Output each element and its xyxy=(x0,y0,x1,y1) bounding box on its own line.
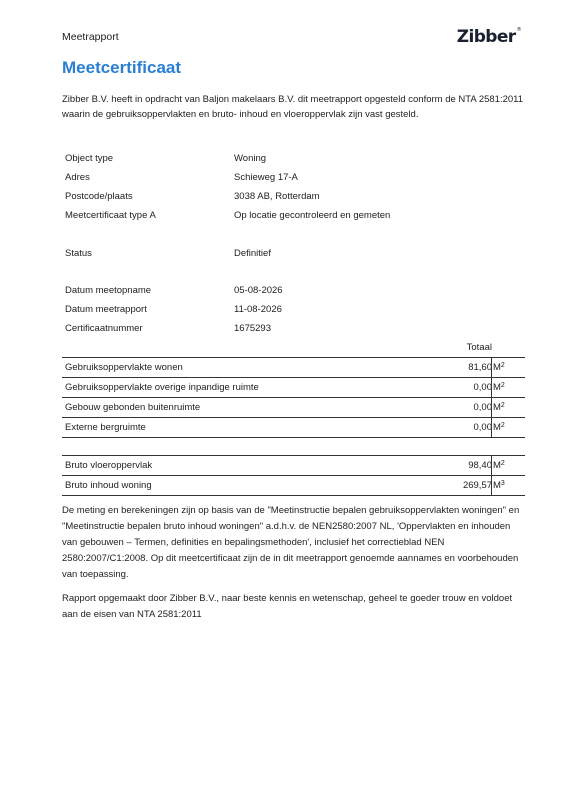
row-label: Bruto vloeroppervlak xyxy=(65,460,153,471)
row-value: 0,00 xyxy=(473,382,492,393)
row-value: 98,40 xyxy=(468,460,492,471)
table-row xyxy=(62,417,525,438)
detail-value: 05-08-2026 xyxy=(234,285,283,296)
detail-key: Meetcertificaat type A xyxy=(65,210,156,221)
column-divider xyxy=(491,358,492,377)
detail-value: Woning xyxy=(234,153,267,164)
total-column-header: Totaal xyxy=(466,342,492,353)
row-label: Bruto inhoud woning xyxy=(65,480,152,491)
row-unit: $M^2$ xyxy=(493,460,505,471)
column-divider xyxy=(491,418,492,437)
table-row xyxy=(62,397,525,417)
detail-value: Op locatie gecontroleerd en gemeten xyxy=(234,210,391,221)
row-label: Externe bergruimte xyxy=(65,422,146,433)
detail-value: 3038 AB, Rotterdam xyxy=(234,191,320,202)
column-divider xyxy=(491,398,492,417)
logo-text: Zibber xyxy=(456,27,516,47)
detail-key: Postcode/plaats xyxy=(65,191,133,202)
detail-key: Certificaatnummer xyxy=(65,323,143,334)
intro-text: Zibber B.V. heeft in opdracht van Baljon makelaars B.V. dit meetrapport opgesteld conform de NTA 2581:2011 waarin de gebruiksoppervlakten en bruto- inhoud en vloeroppervlak zijn vast gesteld. xyxy=(62,94,524,120)
detail-value: Schieweg 17-A xyxy=(234,172,298,183)
row-value: 0,00 xyxy=(473,422,492,433)
row-value: 81,60 xyxy=(468,362,492,373)
detail-key: Datum meetopname xyxy=(65,285,152,296)
detail-key: Adres xyxy=(65,172,90,183)
row-unit: $M^2$ xyxy=(493,402,505,413)
row-label: Gebruiksoppervlakte overige inpandige ruimte xyxy=(65,382,259,393)
detail-key: Object type xyxy=(65,153,114,164)
header-label: Meetrapport xyxy=(62,31,119,43)
detail-value: Definitief xyxy=(234,248,271,259)
detail-key: Status xyxy=(65,248,92,259)
closing-paragraph: Rapport opgemaakt door Zibber B.V., naar beste kennis en wetenschap, geheel te goeder trouw en voldoet aan de eisen van NTA 2581:2011 xyxy=(62,593,513,620)
row-unit: $M^3$ xyxy=(493,480,505,491)
page-title: Meetcertificaat xyxy=(62,58,182,77)
zibber-logo xyxy=(457,27,521,47)
row-unit: $M^2$ xyxy=(493,362,505,373)
logo-registered-mark: ® xyxy=(516,27,521,33)
row-value: 269,57 xyxy=(462,480,492,491)
detail-value: 11-08-2026 xyxy=(234,304,282,315)
row-label: Gebruiksoppervlakte wonen xyxy=(65,362,183,373)
row-unit: $M^2$ xyxy=(493,422,505,433)
table-row xyxy=(62,475,525,496)
table-row xyxy=(62,377,525,397)
column-divider xyxy=(491,378,492,397)
column-divider xyxy=(491,456,492,475)
table-row xyxy=(62,357,525,377)
table-row xyxy=(62,455,525,475)
methodology-paragraph: De meting en berekeningen zijn op basis van de "Meetinstructie bepalen gebruiksoppervlakten woningen" en "Meetinstructie bepalen bruto inhoud woningen" a.d.h.v. de NEN2580:2007 NL, 'Oppervlakten en inhouden van gebouwen – Termen, definities en bepalingsmethoden', inclusief het correctieblad NEN 2580:2007/C1:2008. Op dit meetcertificaat zijn de in dit meetrapport genoemde aannames en voorbehouden van toepassing. xyxy=(62,505,520,580)
detail-key: Datum meetrapport xyxy=(65,304,147,315)
column-divider xyxy=(491,476,492,495)
row-value: 0,00 xyxy=(473,402,492,413)
row-unit: $M^2$ xyxy=(493,382,505,393)
detail-value: 1675293 xyxy=(234,323,271,334)
row-label: Gebouw gebonden buitenruimte xyxy=(65,402,201,413)
